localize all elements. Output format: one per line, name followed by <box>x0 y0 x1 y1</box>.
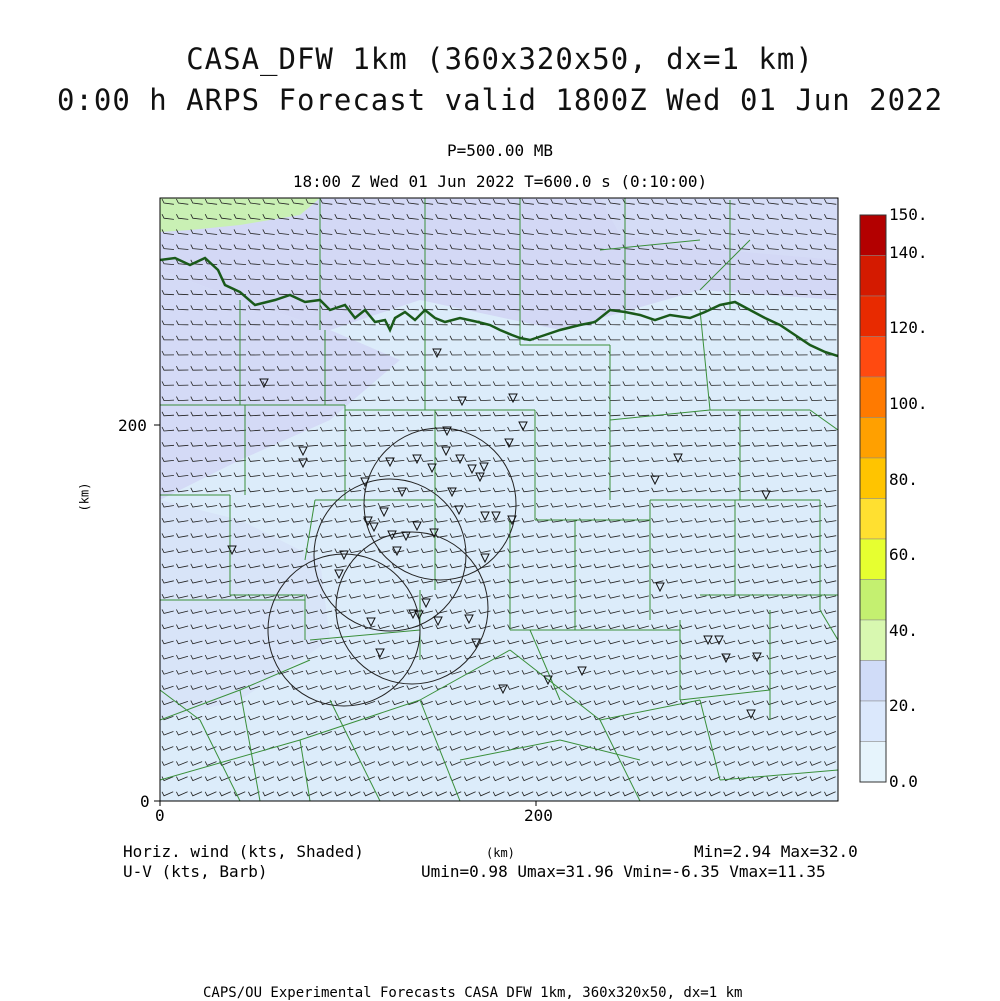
colorbar-label: 60. <box>889 545 918 565</box>
shaded-field-label: Horiz. wind (kts, Shaded) <box>123 842 364 861</box>
colorbar-swatch <box>860 418 886 459</box>
colorbar-swatch <box>860 377 886 418</box>
min-max-label: Min=2.94 Max=32.0 <box>694 842 858 861</box>
colorbar-swatch <box>860 337 886 378</box>
x-axis-label: (km) <box>486 846 515 860</box>
colorbar-swatch <box>860 620 886 661</box>
colorbar-swatch <box>860 296 886 337</box>
chart-subtitle: 0:00 h ARPS Forecast valid 1800Z Wed 01 Jun 2022 <box>56 83 944 117</box>
uv-min-max-label: Umin=0.98 Umax=31.96 Vmin=-6.35 Vmax=11.35 <box>421 862 826 881</box>
footer-credit: CAPS/OU Experimental Forecasts CASA DFW 1km, 360x320x50, dx=1 km <box>203 985 743 1001</box>
colorbar-swatch <box>860 256 886 297</box>
colorbar-label: 40. <box>889 620 918 640</box>
y-tick-0: 0 <box>140 792 150 811</box>
colorbar-swatch <box>860 742 886 783</box>
colorbar-label: 100. <box>889 394 928 413</box>
colorbar-label: 80. <box>889 469 918 489</box>
colorbar-swatch <box>860 661 886 702</box>
pressure-level: P=500.00 MB <box>447 141 553 160</box>
colorbar-swatch <box>860 499 886 540</box>
colorbar-label: 0.0 <box>889 772 918 791</box>
barb-field-label: U-V (kts, Barb) <box>123 862 268 881</box>
colorbar-swatch <box>860 215 886 256</box>
colorbar-label: 140. <box>889 242 928 262</box>
colorbar-swatch <box>860 539 886 580</box>
x-tick-200: 200 <box>524 806 553 825</box>
x-tick-0: 0 <box>155 806 165 825</box>
valid-time: 18:00 Z Wed 01 Jun 2022 T=600.0 s (0:10:00) <box>292 172 708 191</box>
y-axis-label: (km) <box>77 482 92 512</box>
colorbar-label: 20. <box>889 696 918 716</box>
colorbar-label: 150. <box>889 205 928 224</box>
y-tick-200: 200 <box>118 416 147 435</box>
chart-title: CASA_DFW 1km (360x320x50, dx=1 km) <box>186 42 814 76</box>
colorbar-swatch <box>860 458 886 499</box>
colorbar-swatch <box>860 701 886 742</box>
colorbar-swatch <box>860 580 886 621</box>
colorbar <box>860 215 886 782</box>
colorbar-label: 120. <box>889 318 928 338</box>
